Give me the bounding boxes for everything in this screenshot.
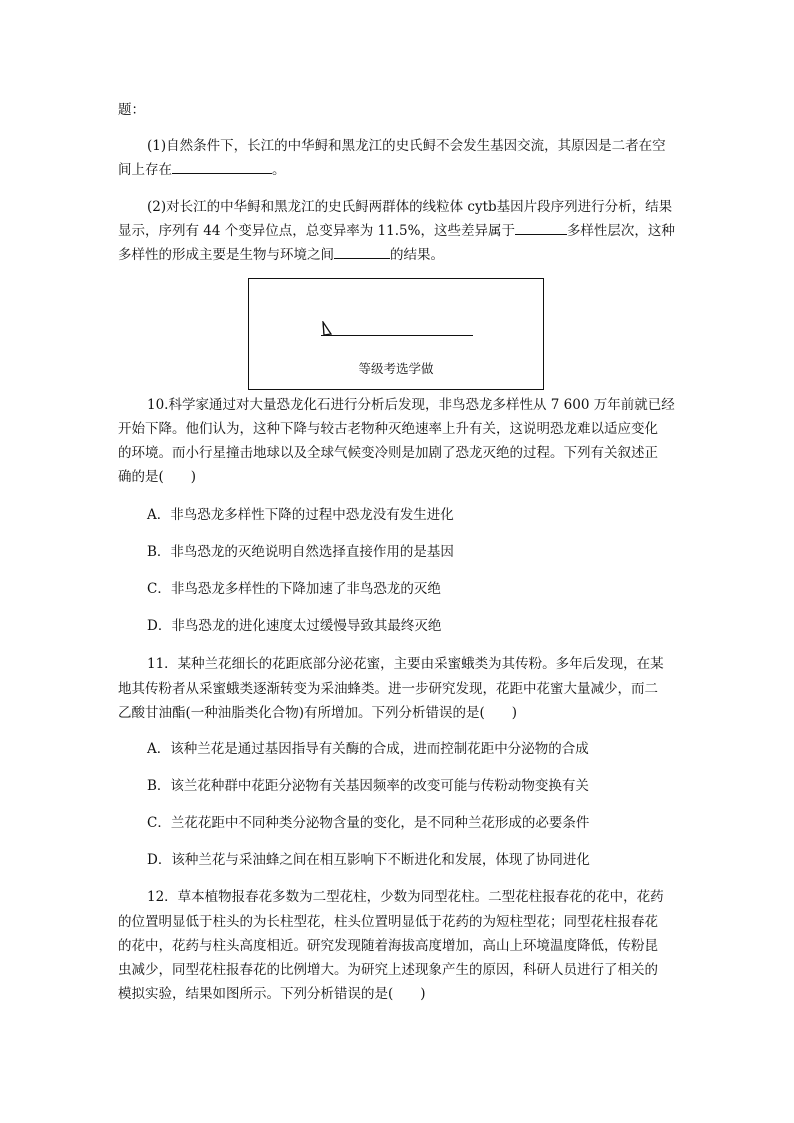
q9-part2-text-c: 多样性的形成主要是生物与环境之间 xyxy=(118,247,334,263)
q11-stem-line1: 11．某种兰花细长的花距底部分泌花蜜，主要由采蜜蛾类为其传粉。多年后发现，在某 xyxy=(147,656,664,672)
q9-part2-text-a: 显示，序列有 44 个变异位点，总变异率为 11.5%，这些差异属于 xyxy=(118,223,515,239)
answer-blank xyxy=(515,222,567,235)
q11-option-c: C．兰花花距中不同种类分泌物含量的变化，是不同种兰花形成的必要条件 xyxy=(147,815,590,831)
q9-part1-text: 间上存在 xyxy=(118,162,172,178)
q11-option-d: D．该种兰花与采油蜂之间在相互影响下不断进化和发展，体现了协同进化 xyxy=(147,852,590,868)
answer-blank xyxy=(172,161,272,174)
q9-part2-text-b: 多样性层次，这种 xyxy=(566,223,675,239)
q9-intro: 题： xyxy=(118,102,145,118)
q10-stem-line3: 的环境。而小行星撞击地球以及全球气候变冷则是加剧了恐龙灭绝的过程。下列有关叙述正 xyxy=(118,445,658,461)
q10-option-b: B．非鸟恐龙的灭绝说明自然选择直接作用的是基因 xyxy=(147,544,454,560)
banner-rule xyxy=(321,335,473,336)
q9-part2-line2 xyxy=(118,222,675,240)
q12-stem-line2: 的位置明显低于柱头的为长柱型花，柱头位置明显低于花药的为短柱型花；同型花柱报春花 xyxy=(118,914,658,930)
section-banner xyxy=(248,278,544,390)
q9-part1-line1: (1)自然条件下，长江的中华鲟和黑龙江的史氏鲟不会发生基因交流，其原因是二者在空 xyxy=(147,138,666,154)
banner-title: 等级考选学做 xyxy=(358,361,434,376)
q9-part1-end: 。 xyxy=(272,162,286,178)
q10-option-c: C．非鸟恐龙多样性的下降加速了非鸟恐龙的灭绝 xyxy=(147,581,441,597)
q12-stem-line3: 的花中，花药与柱头高度相近。研究发现随着海拔高度增加，高山上环境温度降低，传粉昆 xyxy=(118,938,658,954)
q10-option-a: A．非鸟恐龙多样性下降的过程中恐龙没有发生进化 xyxy=(147,507,454,523)
q11-stem-line2: 地其传粉者从采蜜蛾类逐渐转变为采油蜂类。进一步研究发现，花距中花蜜大量减少，而二 xyxy=(118,681,658,697)
q10-option-d: D．非鸟恐龙的进化速度太过缓慢导致其最终灭绝 xyxy=(147,618,442,634)
q9-part2-text-d: 的结果。 xyxy=(390,247,444,263)
q12-stem-line1: 12．草本植物报春花多数为二型花柱，少数为同型花柱。二型花柱报春花的花中，花药 xyxy=(147,889,664,905)
answer-blank xyxy=(334,246,390,259)
q11-stem-line3: 乙酸甘油酯(一种油脂类化合物)有所增加。下列分析错误的是( ) xyxy=(118,705,518,721)
q12-stem-line4: 虫减少，同型花柱报春花的比例增大。为研究上述现象产生的原因，科研人员进行了相关的 xyxy=(118,962,658,978)
q12-stem-line5: 模拟实验，结果如图所示。下列分析错误的是( ) xyxy=(118,986,426,1002)
q9-part1-line2 xyxy=(118,161,286,179)
q11-option-a: A．该种兰花是通过基因指导有关酶的合成，进而控制花距中分泌物的合成 xyxy=(147,741,589,757)
q9-part2-line1: (2)对长江的中华鲟和黑龙江的史氏鲟两群体的线粒体 cytb基因片段序列进行分析，结果 xyxy=(147,199,673,215)
q10-stem-line2: 开始下降。他们认为，这种下降与较古老物种灭绝速率上升有关，这说明恐龙难以适应变化 xyxy=(118,421,658,437)
q9-part2-line3 xyxy=(118,246,444,264)
q11-option-b: B．该兰花种群中花距分泌物有关基因频率的改变可能与传粉动物变换有关 xyxy=(147,778,589,794)
q10-stem-line1: 10.科学家通过对大量恐龙化石进行分析后发现，非鸟恐龙多样性从 7 600 万年前就已经 xyxy=(147,397,675,413)
q10-stem-line4: 确的是( ) xyxy=(118,469,197,485)
